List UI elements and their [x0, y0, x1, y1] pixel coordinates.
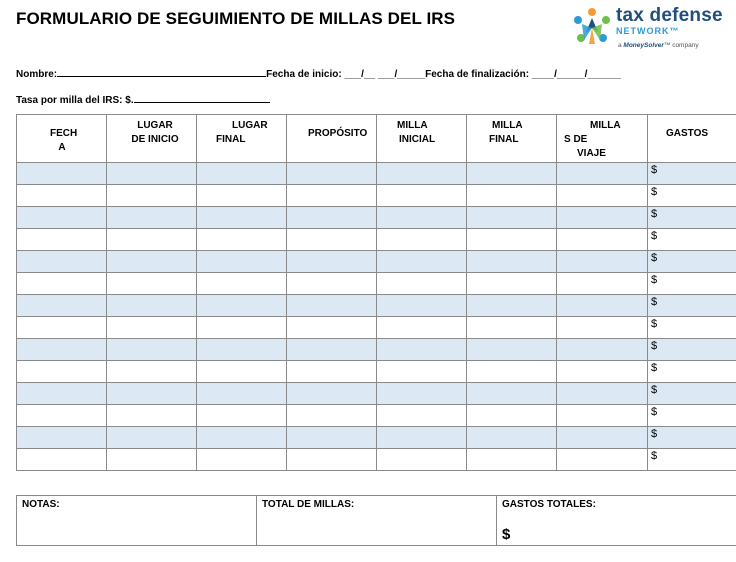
header-date: [17, 115, 107, 163]
cell-start-mile[interactable]: [377, 207, 467, 229]
mileage-log-table: [16, 114, 736, 471]
table-row: [17, 317, 736, 339]
cell-end-mile[interactable]: [467, 163, 557, 185]
cell-purpose[interactable]: [287, 317, 377, 339]
cell-end-mile[interactable]: [467, 295, 557, 317]
cell-purpose[interactable]: [287, 449, 377, 471]
cell-expenses[interactable]: [648, 317, 736, 339]
cell-start-mile[interactable]: [377, 361, 467, 383]
table-header-row: [17, 115, 736, 163]
cell-start-place[interactable]: [107, 317, 197, 339]
header-end-place: [197, 115, 287, 163]
cell-date[interactable]: [17, 361, 107, 383]
cell-start-mile[interactable]: [377, 185, 467, 207]
cell-end-place[interactable]: [197, 427, 287, 449]
total-expenses-label: GASTOS TOTALES:: [502, 499, 596, 510]
cell-start-mile[interactable]: [377, 273, 467, 295]
people-cluster-icon: [572, 6, 612, 46]
cell-date[interactable]: [17, 207, 107, 229]
cell-expenses[interactable]: [648, 207, 736, 229]
cell-purpose[interactable]: [287, 251, 377, 273]
cell-start-place[interactable]: [107, 295, 197, 317]
header-trip-miles-line3: VIAJE: [577, 148, 606, 159]
cell-trip-miles[interactable]: [557, 449, 648, 471]
company-suffix: ™ company: [663, 42, 699, 49]
cell-expenses[interactable]: [648, 427, 736, 449]
cell-trip-miles[interactable]: [557, 295, 648, 317]
cell-date[interactable]: [17, 163, 107, 185]
cell-expenses[interactable]: [648, 229, 736, 251]
expense-dollar-sign: $: [651, 362, 658, 374]
notes-cell[interactable]: [17, 496, 257, 546]
cell-end-place[interactable]: [197, 361, 287, 383]
table-row: [17, 229, 736, 251]
cell-start-place[interactable]: [107, 405, 197, 427]
table-row: [17, 449, 736, 471]
start-date-field[interactable]: ___/__ ___/_____: [344, 69, 426, 80]
cell-end-place[interactable]: [197, 405, 287, 427]
cell-start-place[interactable]: [107, 449, 197, 471]
cell-trip-miles[interactable]: [557, 229, 648, 251]
end-date-label: Fecha de finalización:: [425, 69, 532, 80]
cell-start-mile[interactable]: [377, 251, 467, 273]
cell-start-place[interactable]: [107, 207, 197, 229]
table-row: [17, 273, 736, 295]
cell-start-mile[interactable]: [377, 229, 467, 251]
header-trip-miles-line1: MILLA: [590, 120, 621, 131]
header-purpose-line1: PROPÓSITO: [308, 128, 368, 139]
expense-dollar-sign: $: [651, 428, 658, 440]
expense-dollar-sign: $: [651, 340, 658, 352]
cell-end-mile[interactable]: [467, 383, 557, 405]
cell-start-place[interactable]: [107, 427, 197, 449]
expense-dollar-sign: $: [651, 230, 658, 242]
cell-purpose[interactable]: [287, 405, 377, 427]
cell-end-mile[interactable]: [467, 207, 557, 229]
cell-start-place[interactable]: [107, 383, 197, 405]
cell-expenses[interactable]: [648, 295, 736, 317]
cell-start-mile[interactable]: [377, 317, 467, 339]
tax-defense-network-logo: [572, 4, 736, 54]
cell-purpose[interactable]: [287, 295, 377, 317]
header-start-place: [107, 115, 197, 163]
cell-expenses[interactable]: [648, 383, 736, 405]
cell-end-mile[interactable]: [467, 427, 557, 449]
cell-start-place[interactable]: [107, 273, 197, 295]
cell-date[interactable]: [17, 317, 107, 339]
cell-end-place[interactable]: [197, 273, 287, 295]
expense-dollar-sign: $: [651, 274, 658, 286]
cell-expenses[interactable]: [648, 273, 736, 295]
table-row: [17, 361, 736, 383]
cell-end-place[interactable]: [197, 163, 287, 185]
header-date-line1: FECH: [50, 128, 78, 139]
cell-start-mile[interactable]: [377, 449, 467, 471]
cell-trip-miles[interactable]: [557, 405, 648, 427]
expense-dollar-sign: $: [651, 384, 658, 396]
cell-end-place[interactable]: [197, 383, 287, 405]
cell-start-mile[interactable]: [377, 383, 467, 405]
cell-end-mile[interactable]: [467, 361, 557, 383]
cell-end-place[interactable]: [197, 449, 287, 471]
cell-purpose[interactable]: [287, 361, 377, 383]
cell-end-place[interactable]: [197, 339, 287, 361]
cell-trip-miles[interactable]: [557, 339, 648, 361]
cell-start-mile[interactable]: [377, 405, 467, 427]
cell-purpose[interactable]: [287, 207, 377, 229]
cell-expenses[interactable]: [648, 449, 736, 471]
header-purpose: [287, 115, 377, 163]
cell-date[interactable]: [17, 339, 107, 361]
name-field[interactable]: [57, 67, 266, 77]
header-start-mile-line1: MILLA: [397, 120, 428, 131]
cell-trip-miles[interactable]: [557, 207, 648, 229]
header-trip-miles-line2: S DE: [564, 134, 588, 145]
end-date-field[interactable]: ____/_____/______: [531, 69, 621, 80]
expense-dollar-sign: $: [651, 450, 658, 462]
cell-end-mile[interactable]: [467, 273, 557, 295]
cell-date[interactable]: [17, 229, 107, 251]
cell-start-mile[interactable]: [377, 295, 467, 317]
table-row: [17, 405, 736, 427]
rate-field[interactable]: [134, 93, 270, 103]
cell-start-mile[interactable]: [377, 163, 467, 185]
cell-trip-miles[interactable]: [557, 251, 648, 273]
cell-start-place[interactable]: [107, 163, 197, 185]
cell-end-place[interactable]: [197, 207, 287, 229]
cell-purpose[interactable]: [287, 427, 377, 449]
cell-date[interactable]: [17, 427, 107, 449]
header-date-line2: A: [58, 142, 66, 153]
notes-label: NOTAS:: [22, 499, 60, 510]
form-title: FORMULARIO DE SEGUIMIENTO DE MILLAS DEL IRS: [16, 9, 456, 28]
cell-end-place[interactable]: [197, 295, 287, 317]
cell-start-place[interactable]: [107, 229, 197, 251]
cell-date[interactable]: [17, 449, 107, 471]
cell-purpose[interactable]: [287, 229, 377, 251]
expense-dollar-sign: $: [651, 406, 658, 418]
cell-expenses[interactable]: [648, 361, 736, 383]
expense-dollar-sign: $: [651, 318, 658, 330]
header-start-place-line1: LUGAR: [137, 120, 173, 131]
cell-end-place[interactable]: [197, 251, 287, 273]
cell-end-place[interactable]: [197, 185, 287, 207]
table-row: [17, 185, 736, 207]
cell-purpose[interactable]: [287, 163, 377, 185]
table-row: [17, 295, 736, 317]
total-miles-cell[interactable]: [257, 496, 497, 546]
total-miles-label: TOTAL DE MILLAS:: [262, 499, 355, 510]
cell-start-place[interactable]: [107, 339, 197, 361]
cell-trip-miles[interactable]: [557, 163, 648, 185]
logo-network: NETWORK: [616, 26, 670, 36]
company-prefix: a: [618, 42, 624, 49]
logo-trademark: ™: [669, 26, 680, 36]
cell-trip-miles[interactable]: [557, 427, 648, 449]
start-date-label: Fecha de inicio:: [266, 69, 345, 80]
header-end-mile-line1: MILLA: [492, 120, 523, 131]
header-end-place-line2: FINAL: [216, 134, 246, 145]
cell-trip-miles[interactable]: [557, 273, 648, 295]
cell-end-mile[interactable]: [467, 185, 557, 207]
cell-date[interactable]: [17, 185, 107, 207]
cell-purpose[interactable]: [287, 383, 377, 405]
cell-end-place[interactable]: [197, 229, 287, 251]
table-row: [17, 383, 736, 405]
cell-end-mile[interactable]: [467, 251, 557, 273]
cell-trip-miles[interactable]: [557, 361, 648, 383]
table-row: [17, 339, 736, 361]
cell-purpose[interactable]: [287, 339, 377, 361]
cell-date[interactable]: [17, 383, 107, 405]
expense-dollar-sign: $: [651, 252, 658, 264]
header-end-place-line1: LUGAR: [232, 120, 268, 131]
expense-dollar-sign: $: [651, 296, 658, 308]
rate-label: Tasa por milla del IRS: $.: [16, 95, 134, 106]
expense-dollar-sign: $: [651, 164, 658, 176]
cell-end-mile[interactable]: [467, 405, 557, 427]
header-expenses-line1: GASTOS: [666, 128, 709, 139]
cell-start-place[interactable]: [107, 251, 197, 273]
cell-start-place[interactable]: [107, 361, 197, 383]
header-fields-row: [16, 67, 621, 80]
summary-table: [16, 495, 736, 546]
cell-expenses[interactable]: [648, 163, 736, 185]
cell-start-mile[interactable]: [377, 339, 467, 361]
header-expenses: [648, 115, 736, 163]
cell-trip-miles[interactable]: [557, 185, 648, 207]
cell-start-mile[interactable]: [377, 427, 467, 449]
summary-row: [17, 496, 736, 546]
cell-end-place[interactable]: [197, 317, 287, 339]
cell-date[interactable]: [17, 251, 107, 273]
company-brand: MoneySolver: [623, 42, 664, 49]
table-row: [17, 251, 736, 273]
rate-row: [16, 93, 270, 106]
expense-dollar-sign: $: [651, 186, 658, 198]
cell-expenses[interactable]: [648, 339, 736, 361]
header-trip-miles: [557, 115, 648, 163]
header-start-mile-line2: INICIAL: [399, 134, 436, 145]
logo-company-line: [618, 42, 723, 49]
header-end-mile-line2: FINAL: [489, 134, 519, 145]
header-end-mile: [467, 115, 557, 163]
table-row: [17, 163, 736, 185]
table-row: [17, 427, 736, 449]
cell-date[interactable]: [17, 295, 107, 317]
cell-expenses[interactable]: [648, 185, 736, 207]
logo-wordmark: tax defense: [616, 5, 723, 26]
cell-trip-miles[interactable]: [557, 383, 648, 405]
total-expenses-dollar: $: [502, 526, 511, 543]
table-row: [17, 207, 736, 229]
header-start-place-line2: DE INICIO: [131, 134, 179, 145]
mileage-log-body: [17, 163, 736, 471]
cell-trip-miles[interactable]: [557, 317, 648, 339]
total-expenses-cell[interactable]: [497, 496, 736, 546]
cell-purpose[interactable]: [287, 185, 377, 207]
expense-dollar-sign: $: [651, 208, 658, 220]
cell-end-mile[interactable]: [467, 317, 557, 339]
cell-purpose[interactable]: [287, 273, 377, 295]
cell-end-mile[interactable]: [467, 229, 557, 251]
cell-expenses[interactable]: [648, 405, 736, 427]
cell-start-place[interactable]: [107, 185, 197, 207]
cell-date[interactable]: [17, 405, 107, 427]
cell-end-mile[interactable]: [467, 339, 557, 361]
cell-date[interactable]: [17, 273, 107, 295]
name-label: Nombre:: [16, 69, 58, 80]
cell-end-mile[interactable]: [467, 449, 557, 471]
header-start-mile: [377, 115, 467, 163]
cell-expenses[interactable]: [648, 251, 736, 273]
